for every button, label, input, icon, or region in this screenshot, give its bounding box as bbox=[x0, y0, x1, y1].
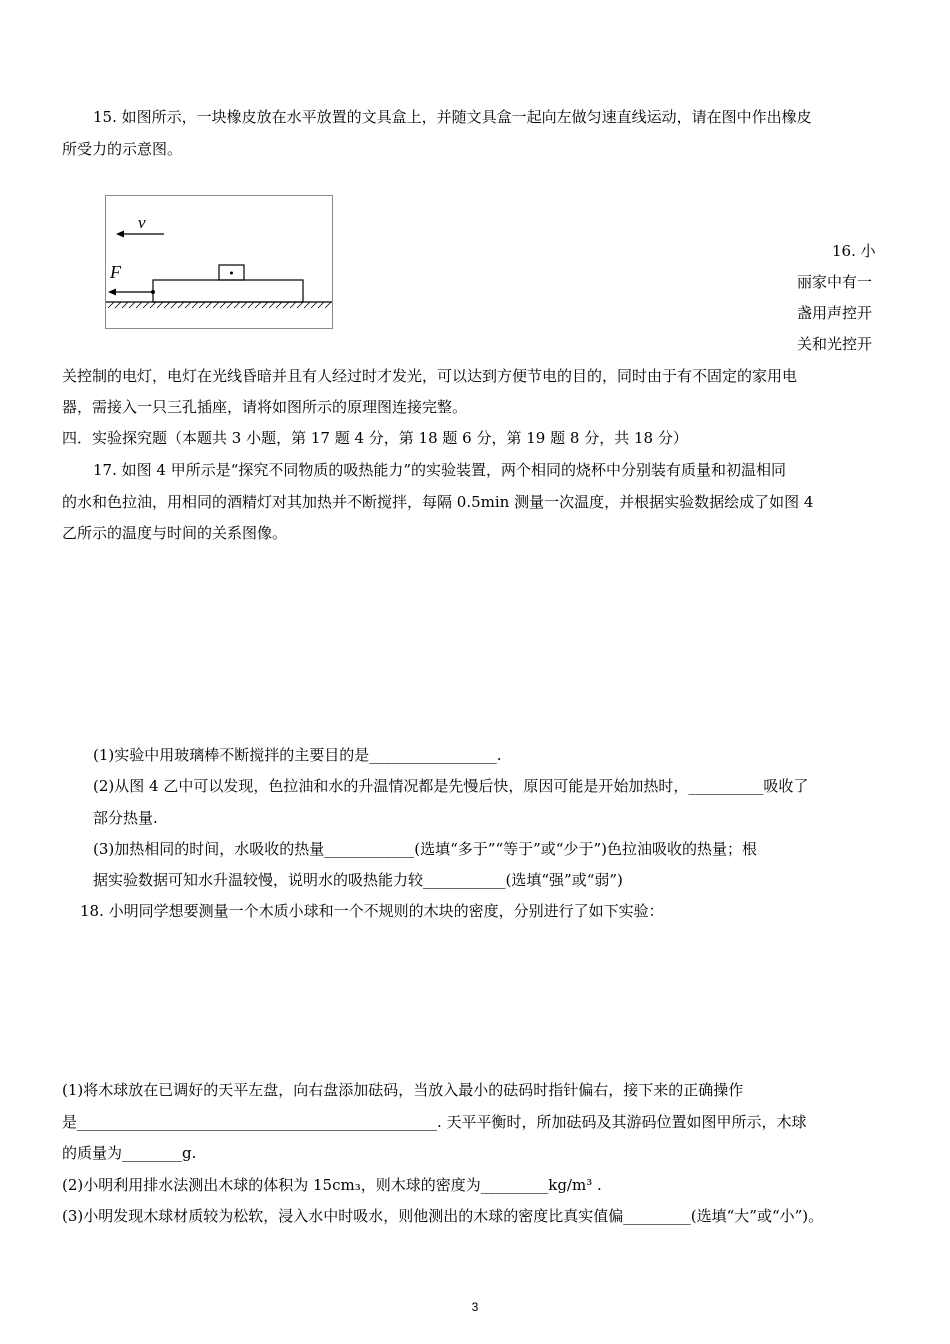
q17-part-3-line-1: (3)加热相同的时间，水吸收的热量____________(选填“多于”“等于”或“少于”)色拉油吸收的热量；根 bbox=[93, 840, 757, 858]
q16-side-line-3: 盏用声控开 bbox=[797, 304, 873, 322]
page-number: 3 bbox=[471, 1300, 479, 1314]
q15-line-2: 所受力的示意图。 bbox=[62, 140, 183, 158]
q16-line-1: 关控制的电灯，电灯在光线昏暗并且有人经过时才发光，可以达到方便节电的目的，同时由于有不固定的家用电 bbox=[62, 367, 798, 385]
q17-line-1: 17. 如图 4 甲所示是“探究不同物质的吸热能力”的实验装置，两个相同的烧杯中分别装有质量和初温相同 bbox=[93, 461, 787, 479]
q15-diagram bbox=[106, 196, 332, 328]
q16-line-2: 器，需接入一只三孔插座，请将如图所示的原理图连接完整。 bbox=[62, 398, 468, 416]
velocity-arrowhead bbox=[116, 231, 124, 238]
velocity-label: v bbox=[138, 213, 146, 232]
q16-side-line-1: 16. 小 bbox=[832, 242, 876, 260]
q15-figure bbox=[105, 195, 333, 329]
q15-line-1: 15. 如图所示，一块橡皮放在水平放置的文具盒上，并随文具盒一起向左做匀速直线运动，请在图中作出橡皮 bbox=[93, 108, 812, 126]
q17-part-2-line-1: (2)从图 4 乙中可以发现，色拉油和水的升温情况都是先慢后快，原因可能是开始加热时，__________吸收了 bbox=[93, 777, 809, 795]
q18-part-1-line-3: 的质量为________g. bbox=[62, 1144, 197, 1162]
force-arrowhead bbox=[108, 289, 116, 296]
q17-part-1: (1)实验中用玻璃棒不断搅拌的主要目的是_________________. bbox=[93, 746, 502, 764]
q18-part-3: (3)小明发现木球材质较为松软，浸入水中时吸水，则他测出的木球的密度比真实值偏_________(选填“大”或“小”)。 bbox=[62, 1207, 824, 1225]
q17-part-2-line-2: 部分热量. bbox=[93, 809, 158, 827]
q17-line-2: 的水和色拉油，用相同的酒精灯对其加热并不断搅拌，每隔 0.5min 测量一次温度，并根据实验数据绘成了如图 4 bbox=[62, 493, 814, 511]
pencil-box bbox=[153, 280, 303, 302]
q17-part-3-line-2: 据实验数据可知水升温较慢，说明水的吸热能力较___________(选填“强”或“弱”) bbox=[93, 871, 623, 889]
q17-line-3: 乙所示的温度与时间的关系图像。 bbox=[62, 524, 288, 542]
q16-side-line-4: 关和光控开 bbox=[797, 335, 873, 353]
force-label: F bbox=[110, 262, 121, 282]
q18-part-1-line-1: (1)将木球放在已调好的天平左盘，向右盘添加砝码，当放入最小的砝码时指针偏右，接下来的正确操作 bbox=[62, 1081, 744, 1099]
q18-part-1-line-2: 是________________________________________________. 天平平衡时，所加砝码及其游码位置如图甲所示，木球 bbox=[62, 1113, 807, 1131]
q16-side-line-2: 丽家中有一 bbox=[797, 273, 873, 291]
q18-part-2: (2)小明利用排水法测出木球的体积为 15cm₃，则木球的密度为_________kg/m³ . bbox=[62, 1176, 602, 1194]
section-4-heading: 四．实验探究题（本题共 3 小题，第 17 题 4 分，第 18 题 6 分，第 19 题 8 分，共 18 分） bbox=[62, 429, 688, 447]
ground-hatching bbox=[108, 302, 331, 308]
q18-intro: 18. 小明同学想要测量一个木质小球和一个不规则的木块的密度，分别进行了如下实验： bbox=[80, 902, 664, 920]
eraser-center-dot bbox=[230, 272, 233, 275]
